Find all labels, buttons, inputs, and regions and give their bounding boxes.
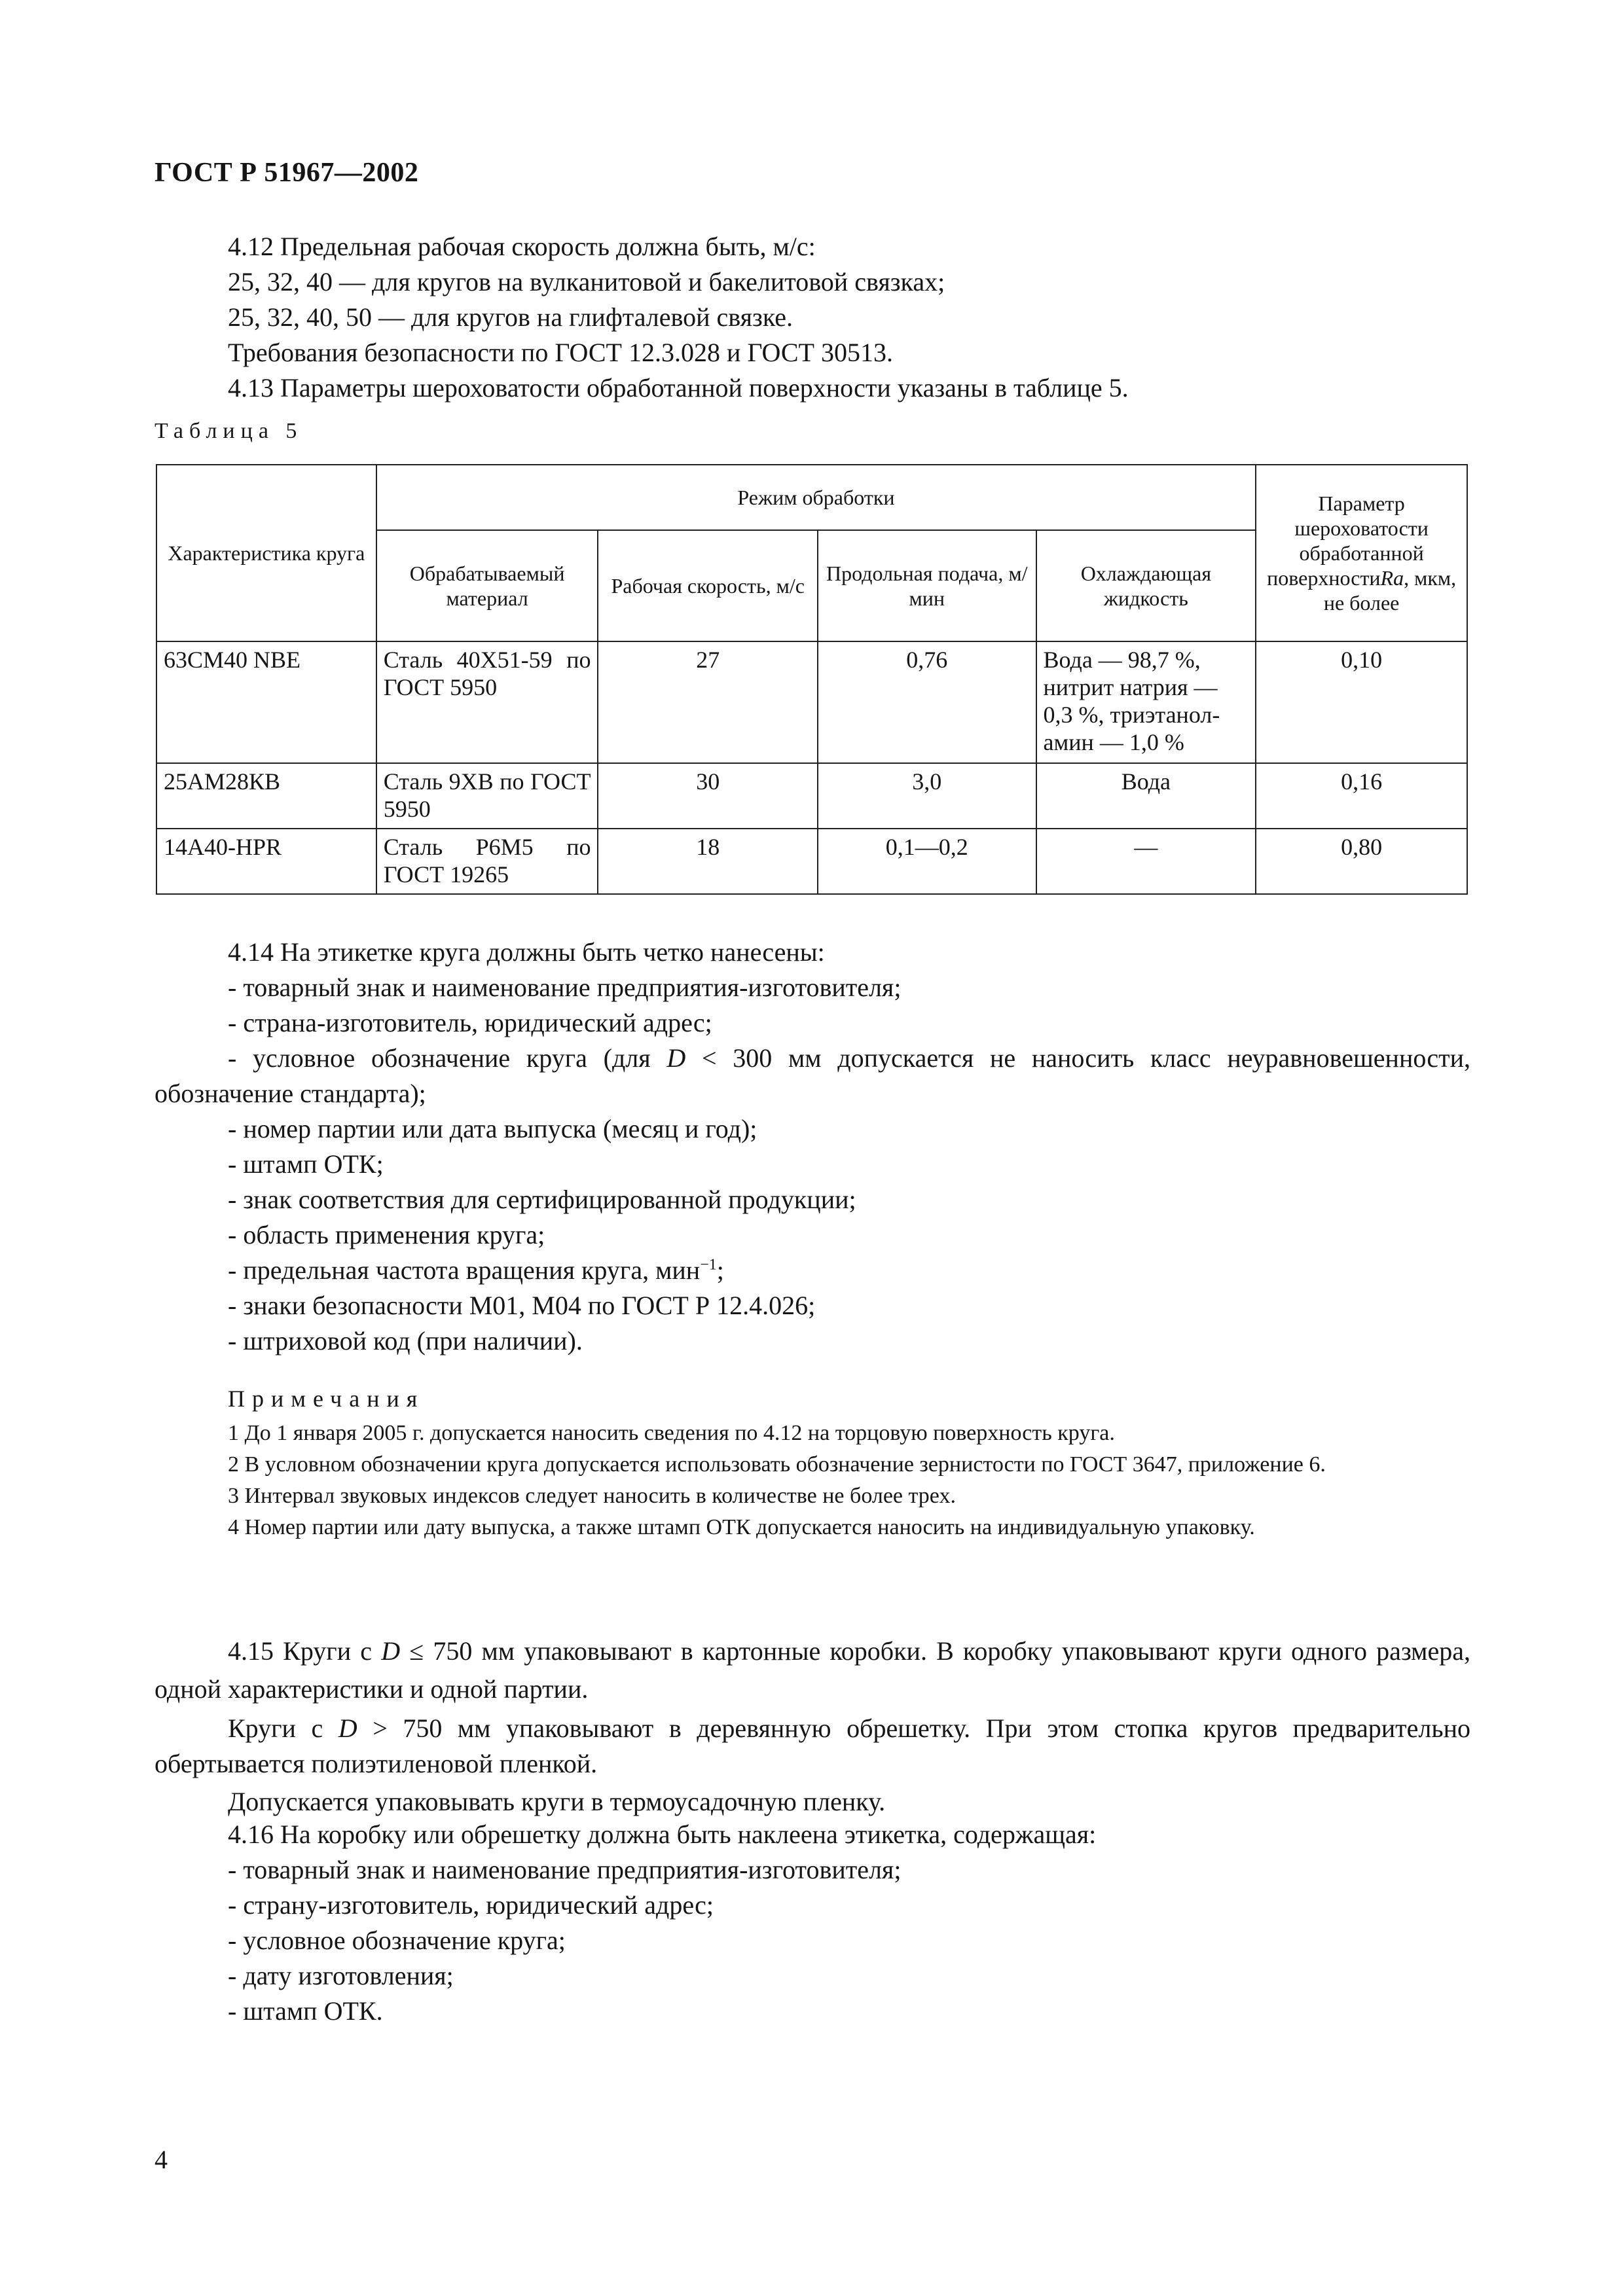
list-item: - номер партии или дата выпуска (месяц и год); xyxy=(228,1114,757,1143)
paragraph xyxy=(155,1711,1470,1782)
cell-material: Сталь 40Х51-59 по ГОСТ 5950 xyxy=(376,641,598,763)
paragraph: 4.13 Параметры шероховатости обработанной поверхности указаны в таблице 5. xyxy=(228,373,1129,403)
table-row xyxy=(156,641,1467,763)
cell-coolant: Вода — 98,7 %, нитрит натрия — 0,3 %, триэтанол-амин — 1,0 % xyxy=(1036,641,1256,763)
superscript: −1 xyxy=(700,1256,717,1274)
section-4-16 xyxy=(155,1817,1470,2029)
list-item: - страна-изготовитель, юридический адрес; xyxy=(228,1008,712,1037)
paragraph: 25, 32, 40, 50 — для кругов на глифталевой связке. xyxy=(228,302,793,332)
header-feed: Продольная подача, м/мин xyxy=(818,530,1036,641)
cell-characteristic: 25АМ28КВ xyxy=(156,763,376,829)
notes-list xyxy=(155,1419,1470,1542)
list-item xyxy=(155,1253,1470,1288)
header-coolant: Охлаждающая жидкость xyxy=(1036,530,1256,641)
text: < 300 мм допускается не наносить класс неуравновешенности, обозначение стандарта); xyxy=(155,1043,1470,1108)
diameter-symbol: D xyxy=(381,1636,401,1666)
paragraph: 4.16 На коробку или обрешетку должна быть наклеена этикетка, содержащая: xyxy=(228,1820,1097,1849)
header-roughness-param xyxy=(1256,465,1467,641)
header-text: Параметр шероховатости обработанной поверхности xyxy=(1267,492,1429,590)
list-item: - дату изготовления; xyxy=(228,1961,454,1990)
cell-material: Сталь 9ХВ по ГОСТ 5950 xyxy=(376,763,598,829)
note-item: 4 Номер партии или дату выпуска, а также штамп ОТК допускается наносить на индивидуальную упаковку. xyxy=(228,1515,1255,1539)
notes-title: Примечания xyxy=(228,1386,425,1412)
paragraph xyxy=(155,1632,1470,1708)
note-item: 3 Интервал звуковых индексов следует наносить в количестве не более трех. xyxy=(228,1484,956,1508)
cell-feed: 0,1—0,2 xyxy=(818,829,1036,894)
list-item: - страну-изготовитель, юридический адрес; xyxy=(228,1890,714,1920)
list-item: - товарный знак и наименование предприятия-изготовителя; xyxy=(228,1855,902,1884)
cell-speed: 27 xyxy=(598,641,817,763)
header-material: Обрабатываемый материал xyxy=(376,530,598,641)
notes-section xyxy=(155,1381,1470,1545)
list-item: - штамп ОТК; xyxy=(228,1149,384,1179)
paragraph: 4.12 Предельная рабочая скорость должна быть, м/с: xyxy=(228,232,816,261)
cell-characteristic: 63СМ40 NBE xyxy=(156,641,376,763)
list-item: - штамп ОТК. xyxy=(228,1996,383,2026)
section-4-15 xyxy=(155,1632,1470,1820)
list-item: - знак соответствия для сертифицированной продукции; xyxy=(228,1185,856,1214)
header-mode: Режим обработки xyxy=(376,465,1256,530)
section-4-12 xyxy=(155,229,1470,406)
cell-roughness: 0,10 xyxy=(1256,641,1467,763)
paragraph: Допускается упаковывать круги в термоусадочную пленку. xyxy=(228,1787,886,1816)
text: 4.15 Круги с xyxy=(228,1636,382,1666)
text: > 750 мм упаковывают в деревянную обрешетку. При этом стопка кругов предварительно обертывается полиэтиленовой пленкой. xyxy=(155,1713,1471,1778)
header-speed: Рабочая скорость, м/с xyxy=(598,530,817,641)
text: - предельная частота вращения круга, мин xyxy=(228,1255,701,1285)
list-item: - товарный знак и наименование предприятия-изготовителя; xyxy=(228,973,902,1002)
text: ; xyxy=(716,1255,724,1285)
paragraph: 4.14 На этикетке круга должны быть четко нанесены: xyxy=(228,937,825,967)
cell-speed: 30 xyxy=(598,763,817,829)
cell-material: Сталь Р6М5 по ГОСТ 19265 xyxy=(376,829,598,894)
header-text: , мкм, не более xyxy=(1323,566,1457,615)
page-number: 4 xyxy=(155,2145,168,2174)
note-item: 1 До 1 января 2005 г. допускается наносить сведения по 4.12 на торцовую поверхность круга. xyxy=(228,1421,1115,1445)
diameter-symbol: D xyxy=(338,1713,357,1743)
cell-speed: 18 xyxy=(598,829,817,894)
cell-roughness: 0,16 xyxy=(1256,763,1467,829)
cell-feed: 0,76 xyxy=(818,641,1036,763)
diameter-symbol: D xyxy=(666,1043,686,1073)
text: ≤ 750 мм упаковывают в картонные коробки. В коробку упаковывают круги одного размера, одной характеристики и одной партии. xyxy=(155,1636,1470,1704)
roughness-table xyxy=(156,464,1468,895)
table-row xyxy=(156,763,1467,829)
cell-characteristic: 14А40-НPR xyxy=(156,829,376,894)
text: Круги с xyxy=(228,1713,338,1743)
list-item: - область применения круга; xyxy=(228,1220,545,1249)
cell-coolant: Вода xyxy=(1036,763,1256,829)
table-caption: Таблица 5 xyxy=(155,419,303,443)
cell-roughness: 0,80 xyxy=(1256,829,1467,894)
paragraph: Требования безопасности по ГОСТ 12.3.028 и ГОСТ 30513. xyxy=(228,338,893,367)
list-item: - знаки безопасности М01, М04 по ГОСТ Р 12.4.026; xyxy=(228,1291,816,1320)
text: - условное обозначение круга (для xyxy=(228,1043,667,1073)
paragraph: 25, 32, 40 — для кругов на вулканитовой и бакелитовой связках; xyxy=(228,267,945,296)
document-header: ГОСТ Р 51967—2002 xyxy=(155,158,419,188)
note-item: 2 В условном обозначении круга допускается использовать обозначение зернистости по ГОСТ 3647, приложение 6. xyxy=(228,1452,1326,1477)
list-item xyxy=(155,1041,1470,1111)
cell-coolant: — xyxy=(1036,829,1256,894)
ra-symbol: Ra xyxy=(1380,566,1404,590)
table-row xyxy=(156,829,1467,894)
header-characteristic: Характеристика круга xyxy=(156,465,376,641)
cell-feed: 3,0 xyxy=(818,763,1036,829)
list-item: - штриховой код (при наличии). xyxy=(228,1326,583,1355)
list-item: - условное обозначение круга; xyxy=(228,1926,566,1955)
section-4-14 xyxy=(155,935,1470,1359)
